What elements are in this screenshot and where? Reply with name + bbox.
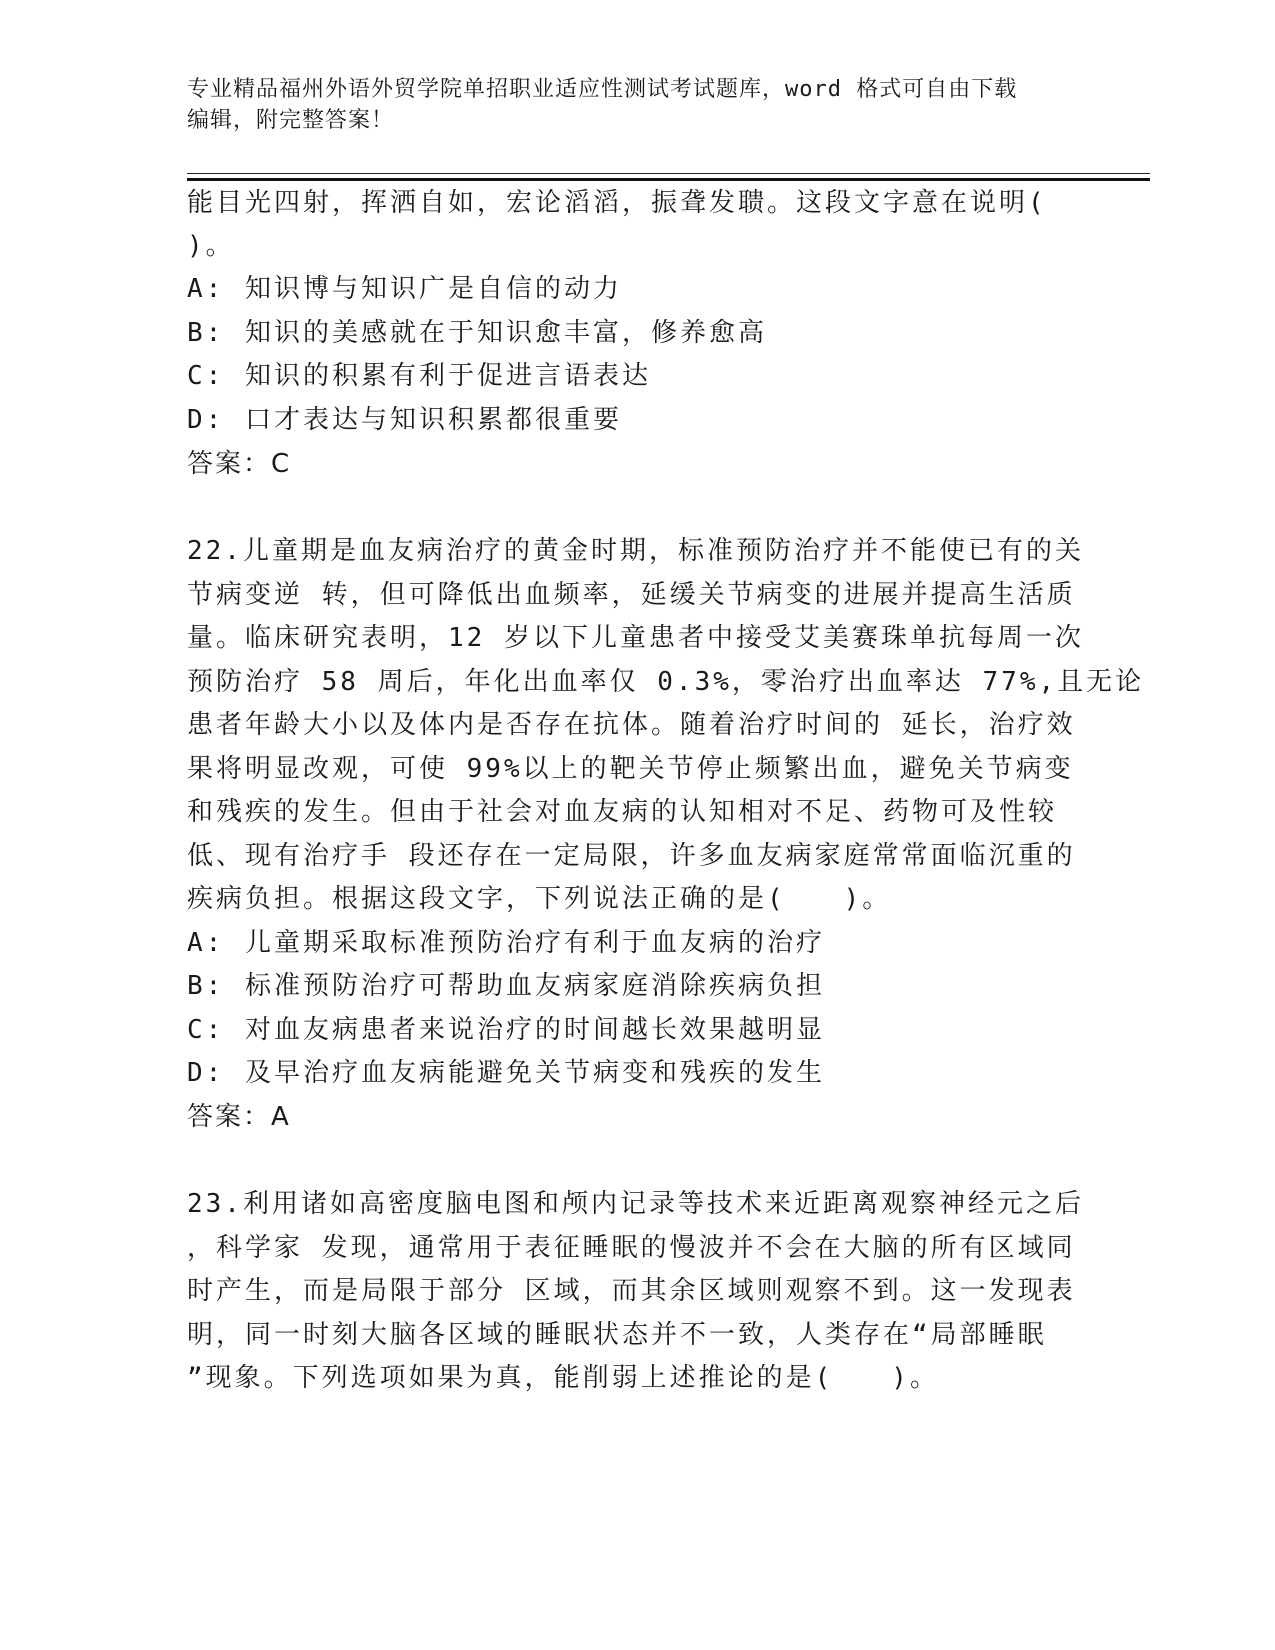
q22-text-line: 果将明显改观，可使 99%以上的靶关节停止频繁出血，避免关节病变 [187, 754, 1074, 784]
q23-text-line: ”现象。下列选项如果为真，能削弱上述推论的是( )。 [187, 1363, 939, 1393]
option-label: B: [187, 318, 225, 348]
option-label: D: [187, 1058, 225, 1088]
q21-text-line: 能目光四射，挥洒自如，宏论滔滔，振聋发聩。这段文字意在说明( [187, 188, 1047, 218]
q23-text-line: 明，同一时刻大脑各区域的睡眠状态并不一致，人类存在“局部睡眠 [187, 1320, 1047, 1350]
q22-option-b [187, 971, 825, 1001]
header-divider-thick [187, 178, 1150, 181]
q22-text-line: 22.儿童期是血友病治疗的黄金时期，标准预防治疗并不能使已有的关 [187, 536, 1084, 566]
q21-option-a [187, 274, 622, 304]
option-text: 口才表达与知识积累都很重要 [245, 405, 623, 435]
option-text: 儿童期采取标准预防治疗有利于血友病的治疗 [245, 928, 826, 958]
option-text: 标准预防治疗可帮助血友病家庭消除疾病负担 [245, 971, 826, 1001]
option-text: 知识博与知识广是自信的动力 [245, 274, 623, 304]
q22-option-a [187, 928, 825, 958]
q23-text-line: 时产生，而是局限于部分 区域，而其余区域则观察不到。这一发现表 [187, 1276, 1076, 1306]
option-label: D: [187, 405, 225, 435]
option-text: 及早治疗血友病能避免关节病变和残疾的发生 [245, 1058, 826, 1088]
q21-text-line: )。 [187, 231, 235, 261]
header-divider-thin [187, 173, 1150, 174]
option-text: 知识的美感就在于知识愈丰富，修养愈高 [245, 318, 768, 348]
option-text: 对血友病患者来说治疗的时间越长效果越明显 [245, 1015, 826, 1045]
q22-option-c [187, 1015, 825, 1045]
q22-text-line: 和残疾的发生。但由于社会对血友病的认知相对不足、药物可及性较 [187, 797, 1058, 827]
option-label: A: [187, 274, 225, 304]
header-line-2: 编辑，附完整答案！ [187, 108, 395, 133]
q22-option-d [187, 1058, 825, 1088]
header-line-1: 专业精品福州外语外贸学院单招职业适应性测试考试题库，word 格式可自由下载 [187, 77, 1018, 102]
q22-text-line: 患者年龄大小以及体内是否存在抗体。随着治疗时间的 延长，治疗效 [187, 710, 1076, 740]
q22-text-line: 低、现有治疗手 段还存在一定局限，许多血友病家庭常常面临沉重的 [187, 841, 1076, 871]
q22-answer: 答案：A [187, 1102, 291, 1132]
page-header [187, 74, 1067, 136]
q21-option-d [187, 405, 622, 435]
option-text: 知识的积累有利于促进言语表达 [245, 361, 652, 391]
q22-text-line: 节病变逆 转，但可降低出血频率，延缓关节病变的进展并提高生活质 [187, 580, 1076, 610]
q21-answer: 答案：C [187, 449, 292, 479]
q22-text-line: 疾病负担。根据这段文字，下列说法正确的是( )。 [187, 884, 892, 914]
q22-text-line: 预防治疗 58 周后，年化出血率仅 0.3%，零治疗出血率达 77%,且无论 [187, 667, 1145, 697]
q21-option-b [187, 318, 767, 348]
q23-text-line: 23.利用诸如高密度脑电图和颅内记录等技术来近距离观察神经元之后 [187, 1189, 1084, 1219]
option-label: C: [187, 361, 225, 391]
q22-text-line: 量。临床研究表明，12 岁以下儿童患者中接受艾美赛珠单抗每周一次 [187, 623, 1084, 653]
option-label: B: [187, 971, 225, 1001]
option-label: C: [187, 1015, 225, 1045]
option-label: A: [187, 928, 225, 958]
q23-text-line: ，科学家 发现，通常用于表征睡眠的慢波并不会在大脑的所有区域同 [187, 1233, 1076, 1263]
q21-option-c [187, 361, 651, 391]
